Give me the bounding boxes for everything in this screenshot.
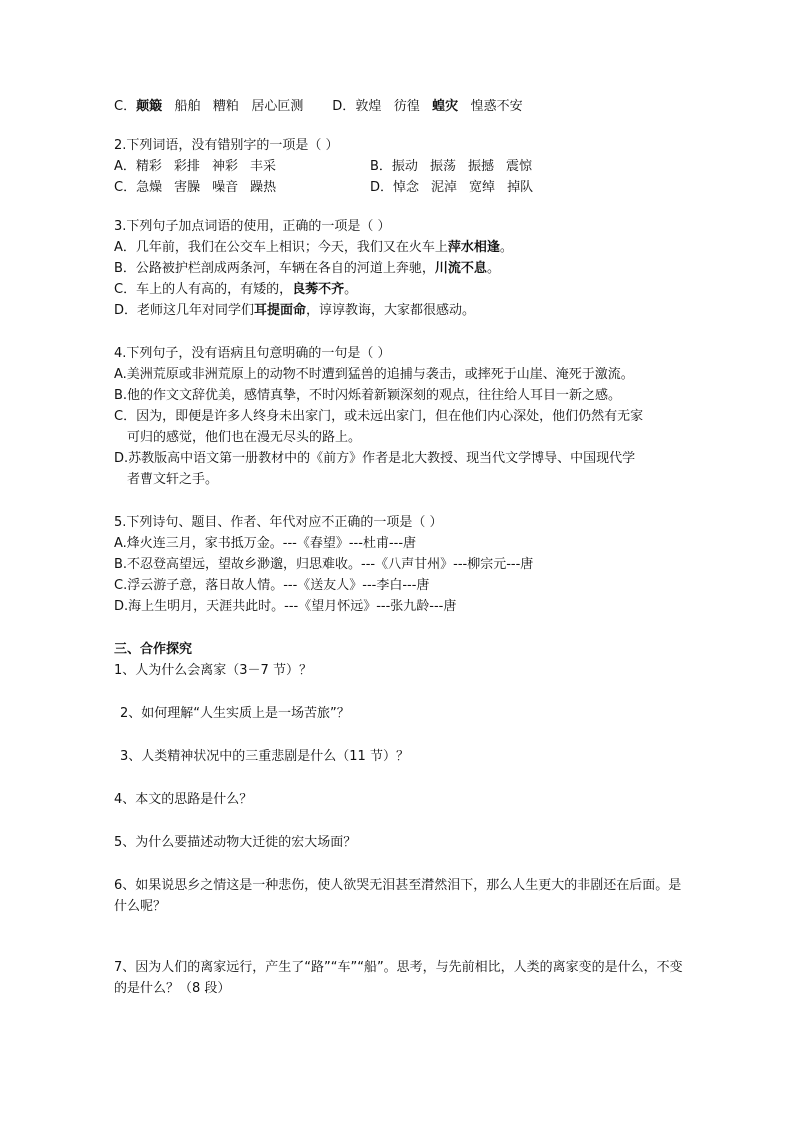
q2-option-c-word: 害臊 bbox=[174, 180, 201, 195]
q1-option-d-label: D． bbox=[332, 99, 356, 114]
q1-options-cd bbox=[114, 96, 694, 117]
q3-option-c-term: 良莠不齐 bbox=[292, 282, 345, 297]
q5-option-b: B.不忍登高望远，望故乡渺邈，归思难收。---《八声甘州》---柳宗元---唐 bbox=[114, 557, 534, 572]
q3-option-a-term: 萍水相逢 bbox=[447, 240, 500, 255]
q1-option-c-word-2: 船舶 bbox=[174, 99, 201, 114]
q4-option-d-line-2: 者曹文轩之手。 bbox=[127, 472, 219, 487]
section-3-title: 三、合作探究 bbox=[114, 642, 193, 657]
q1-option-c-word-4: 居心叵测 bbox=[251, 99, 304, 114]
q3-option-a-text: A．几年前，我们在公交车上相识；今天，我们又在火车上 bbox=[114, 240, 448, 255]
q2-option-a bbox=[114, 156, 370, 177]
q2-option-d-word: 宽绰 bbox=[469, 180, 496, 195]
q2-option-a-word: 精彩 bbox=[135, 159, 162, 174]
q2-option-c-label: C． bbox=[114, 180, 137, 195]
q3-option-a bbox=[114, 237, 694, 258]
q2-option-d bbox=[370, 177, 626, 198]
q1-option-d-word-3: 蝗灾 bbox=[432, 99, 459, 114]
q1-option-d-word-4: 惶惑不安 bbox=[470, 99, 523, 114]
q2-options-ab bbox=[114, 156, 694, 177]
q2-option-b bbox=[370, 156, 626, 177]
q3-option-b bbox=[114, 258, 694, 279]
q5-option-d: D.海上生明月，天涯共此时。---《望月怀远》---张九龄---唐 bbox=[114, 599, 457, 614]
q2-option-c-word: 急燥 bbox=[136, 180, 163, 195]
q3-option-d bbox=[114, 300, 694, 321]
q2-stem: 2.下列词语，没有错别字的一项是（ ） bbox=[114, 138, 339, 153]
q3-option-b-text: B．公路被护栏剖成两条河，车辆在各自的河道上奔驰， bbox=[114, 261, 435, 276]
discussion-question-4: 4、本文的思路是什么？ bbox=[114, 792, 253, 807]
q2-option-b-word: 震惊 bbox=[505, 159, 532, 174]
q2-option-a-label: A． bbox=[114, 159, 136, 174]
q3-option-c-text: C．车上的人有高的，有矮的， bbox=[114, 282, 293, 297]
q2-options-cd bbox=[114, 177, 694, 198]
q2-option-a-word: 彩排 bbox=[173, 159, 200, 174]
q4-option-d-line-1: D.苏教版高中语文第一册教材中的《前方》作者是北大教授、现当代文学博导、中国现代学 bbox=[114, 451, 636, 466]
q2-option-c bbox=[114, 177, 370, 198]
q2-option-c-word: 躁热 bbox=[250, 180, 277, 195]
q2-option-c-word: 噪音 bbox=[212, 180, 239, 195]
q5-stem: 5.下列诗句、题目、作者、年代对应不正确的一项是（ ） bbox=[114, 515, 443, 530]
q4-option-c-line-1: C．因为，即便是许多人终身未出家门，或未远出家门，但在他们内心深处，他们仍然有无家 bbox=[114, 409, 644, 424]
discussion-question-2: 2、如何理解“人生实质上是一场苦旅”？ bbox=[120, 706, 350, 721]
q2-option-b-word: 振荡 bbox=[429, 159, 456, 174]
q2-option-d-word: 掉队 bbox=[507, 180, 534, 195]
q1-option-d-word-2: 彷徨 bbox=[393, 99, 420, 114]
q2-option-d-word: 悼念 bbox=[393, 180, 420, 195]
q4-option-b: B.他的作文文辞优美，感情真挚，不时闪烁着新颖深刻的观点，往往给人耳目一新之感。 bbox=[114, 388, 622, 403]
discussion-question-6: 6、如果说思乡之情这是一种悲伤，使人欲哭无泪甚至潸然泪下，那么人生更大的非剧还在后面。是什么呢？ bbox=[114, 878, 682, 914]
q2-option-b-word: 振动 bbox=[391, 159, 418, 174]
q1-option-d-word-1: 敦煌 bbox=[355, 99, 382, 114]
discussion-question-1: 1、人为什么会离家（3－7 节）？ bbox=[114, 663, 312, 678]
q3-option-b-term: 川流不息 bbox=[434, 261, 487, 276]
document-content bbox=[114, 96, 694, 999]
discussion-question-7: 7、因为人们的离家远行，产生了“路”“车”“船”。思考，与先前相比，人类的离家变的是什么，不变的是什么？（8 段） bbox=[114, 960, 683, 996]
q4-option-c-line-2: 可归的感觉，他们也在漫无尽头的路上。 bbox=[127, 430, 362, 445]
q4-option-a: A.美洲荒原或非洲荒原上的动物不时遭到猛兽的追捕与袭击，或摔死于山崖、淹死于激流。 bbox=[114, 367, 634, 382]
q2-option-b-label: B． bbox=[370, 159, 392, 174]
q4-stem: 4.下列句子，没有语病且句意明确的一句是（ ） bbox=[114, 346, 391, 361]
q3-option-b-end: 。 bbox=[486, 261, 500, 276]
q3-option-c bbox=[114, 279, 694, 300]
q2-option-d-word: 泥淖 bbox=[431, 180, 458, 195]
q5-option-a: A.烽火连三月，家书抵万金。---《春望》---杜甫---唐 bbox=[114, 536, 417, 551]
q3-option-a-end: 。 bbox=[499, 240, 513, 255]
discussion-question-3: 3、人类精神状况中的三重悲剧是什么（11 节）？ bbox=[120, 749, 409, 764]
q2-option-a-word: 丰采 bbox=[249, 159, 276, 174]
q1-option-c-label: C． bbox=[114, 99, 137, 114]
q2-option-b-word: 振撼 bbox=[467, 159, 494, 174]
q3-stem: 3.下列句子加点词语的使用，正确的一项是（ ） bbox=[114, 219, 391, 234]
q3-option-d-end: ，谆谆教诲，大家都很感动。 bbox=[306, 303, 476, 318]
discussion-question-5: 5、为什么要描述动物大迁徙的宏大场面？ bbox=[114, 835, 357, 850]
q3-option-d-term: 耳提面命 bbox=[254, 303, 307, 318]
q1-option-c-word-3: 糟粕 bbox=[212, 99, 239, 114]
q3-option-c-end: 。 bbox=[344, 282, 358, 297]
q2-option-d-label: D． bbox=[370, 180, 394, 195]
q3-option-d-text: D．老师这几年对同学们 bbox=[114, 303, 255, 318]
q5-option-c: C.浮云游子意，落日故人情。---《送友人》---李白---唐 bbox=[114, 578, 430, 593]
q1-option-c-word-1: 颠簸 bbox=[136, 99, 163, 114]
q2-option-a-word: 神彩 bbox=[211, 159, 238, 174]
